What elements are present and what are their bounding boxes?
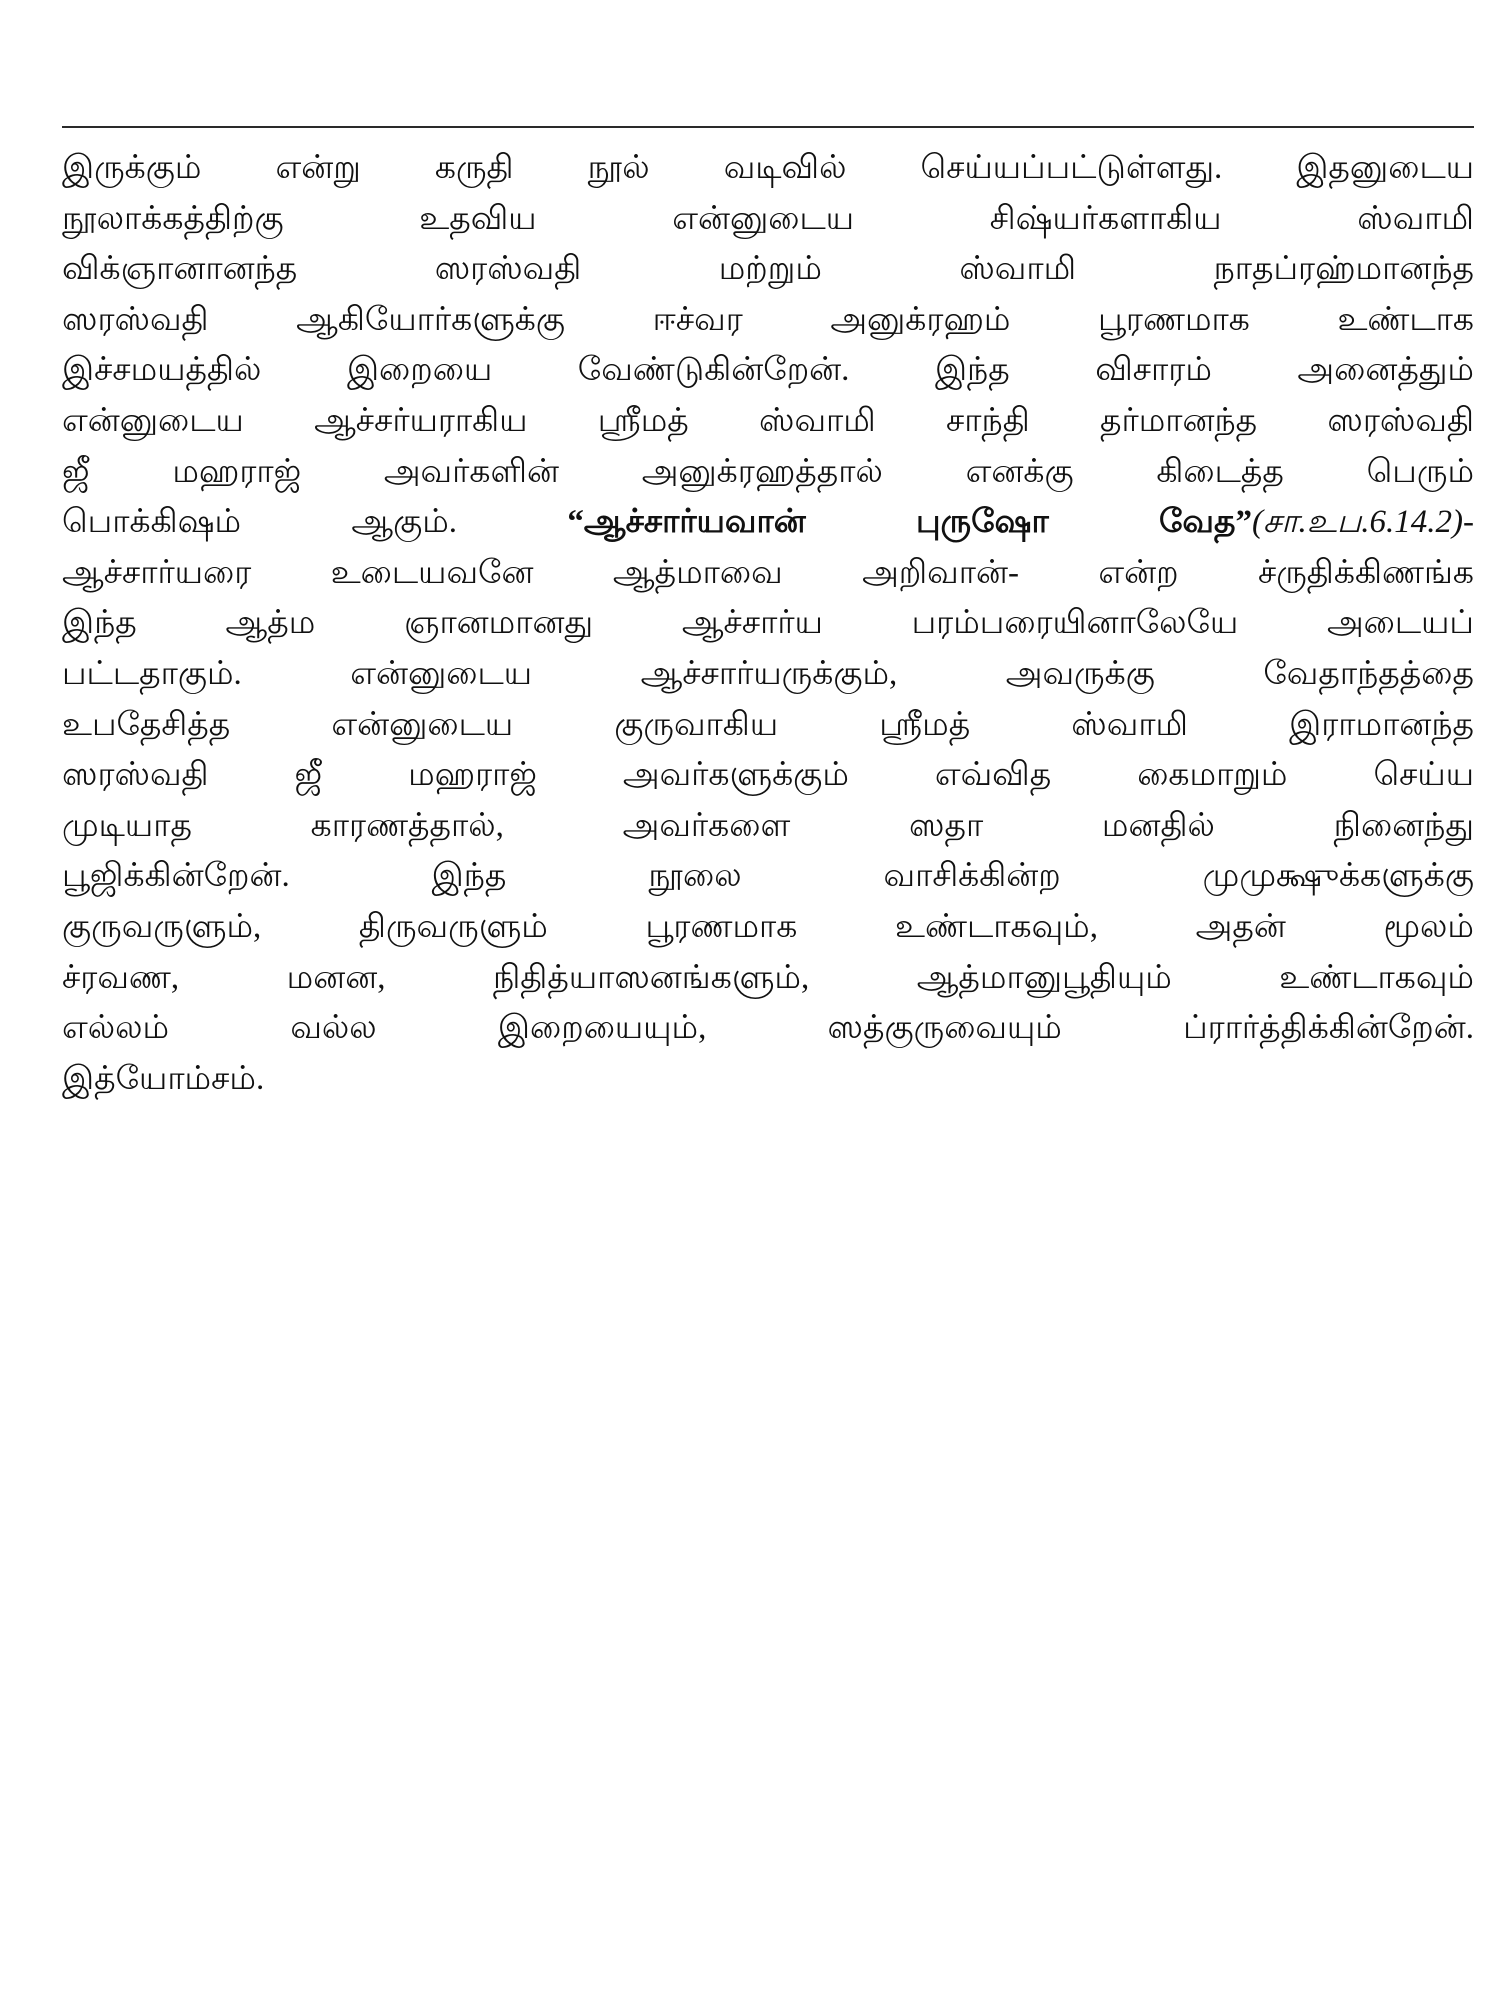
text-line: என்னுடைய ஆச்சர்யராகிய ஸ்ரீமத் ஸ்வாமி சாந்தி தர்மானந்த ஸரஸ்வதி [62, 402, 1474, 439]
text-line: ச்ரவண, மனன, நிதித்யாஸனங்களும், ஆத்மானுபூதியும் உண்டாகவும் [62, 959, 1474, 996]
text-line: குருவருளும், திருவருளும் பூரணமாக உண்டாகவும், அதன் மூலம் [62, 908, 1474, 945]
text-line: இந்த ஆத்ம ஞானமானது ஆச்சார்ய பரம்பரையினாலேயே அடையப் [62, 605, 1474, 642]
text-line: ஸரஸ்வதி ஆகியோர்களுக்கு ஈச்வர அனுக்ரஹம் பூரணமாக உண்டாக [62, 301, 1474, 338]
citation: (சா.உப.6.14.2)- [1252, 504, 1474, 541]
text-line: பட்டதாகும். என்னுடைய ஆச்சார்யருக்கும், அவருக்கு வேதாந்தத்தை [62, 655, 1474, 692]
text-line: முடியாத காரணத்தால், அவர்களை ஸதா மனதில் நினைந்து [62, 807, 1474, 844]
header-rule [62, 126, 1474, 128]
text-line: எல்லம் வல்ல இறையையும், ஸத்குருவையும் ப்ரார்த்திக்கின்றேன். [62, 1010, 1474, 1047]
text-line-closing: இத்யோம்சம். [62, 1060, 265, 1097]
text-line: இச்சமயத்தில் இறையை வேண்டுகின்றேன். இந்த விசாரம் அனைத்தும் [62, 352, 1474, 389]
text-segment: பொக்கிஷம் ஆகும். [62, 504, 458, 541]
text-line: ஜீ மஹராஜ் அவர்களின் அனுக்ரஹத்தால் எனக்கு கிடைத்த பெரும் [62, 453, 1474, 490]
text-line: நூலாக்கத்திற்கு உதவிய என்னுடைய சிஷ்யர்களாகிய ஸ்வாமி [62, 200, 1474, 237]
text-line: ஆச்சார்யரை உடையவனே ஆத்மாவை அறிவான்- என்ற ச்ருதிக்கிணங்க [62, 554, 1474, 591]
text-line: உபதேசித்த என்னுடைய குருவாகிய ஸ்ரீமத் ஸ்வாமி இராமானந்த [62, 706, 1474, 743]
text-line-with-quote [62, 497, 1474, 548]
body-paragraph [62, 143, 1474, 1104]
text-line: விக்ஞானானந்த ஸரஸ்வதி மற்றும் ஸ்வாமி நாதப்ரஹ்மானந்த [62, 251, 1474, 288]
text-line: பூஜிக்கின்றேன். இந்த நூலை வாசிக்கின்ற முமுக்ஷுக்களுக்கு [62, 858, 1474, 895]
upanishad-quote: “ஆச்சார்யவான் புருஷோ வேத” [567, 504, 1253, 541]
text-line: இருக்கும் என்று கருதி நூல் வடிவில் செய்யப்பட்டுள்ளது. இதனுடைய [62, 150, 1474, 186]
text-line: ஸரஸ்வதி ஜீ மஹராஜ் அவர்களுக்கும் எவ்வித கைமாறும் செய்ய [62, 757, 1474, 794]
